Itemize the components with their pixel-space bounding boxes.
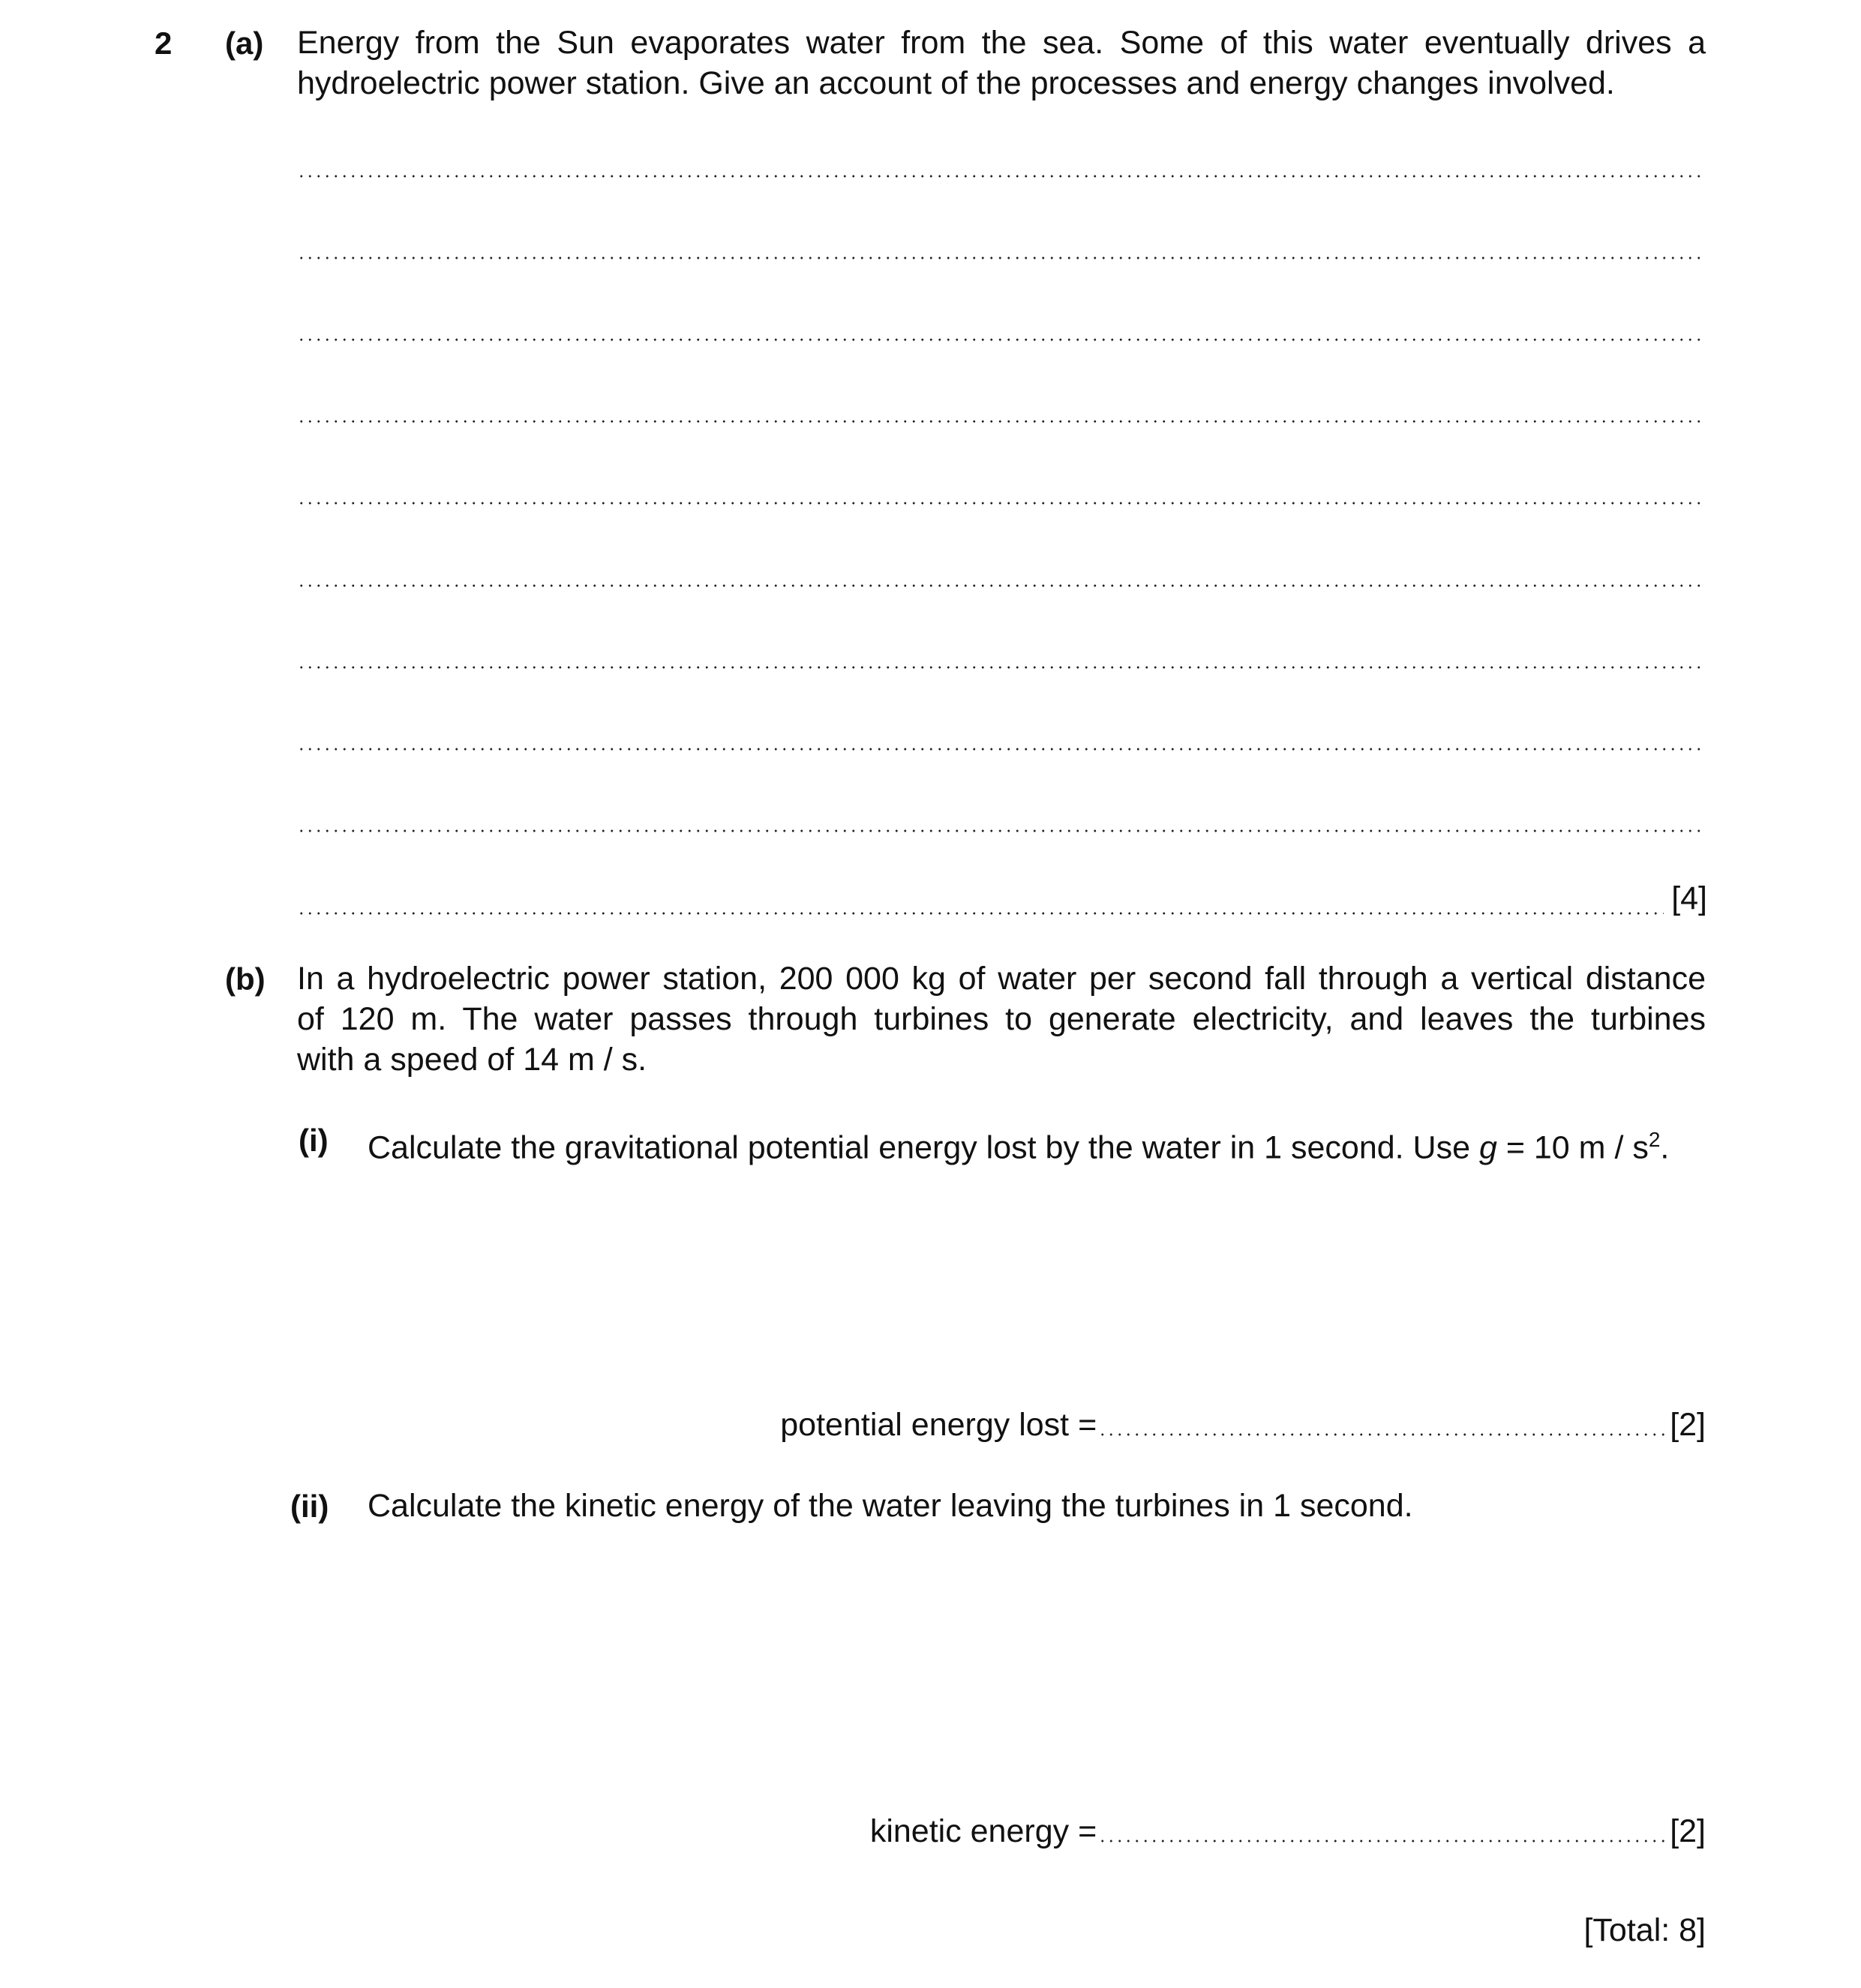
part-b-ii-marks: [2] — [1670, 1813, 1706, 1849]
part-b-i-text: Calculate the gravitational potential energy lost by the water in 1 second. Use — [368, 1129, 1479, 1166]
total-marks: [Total: 8] — [1583, 1912, 1706, 1948]
part-a-question — [297, 22, 1706, 103]
answer-line-5[interactable] — [297, 502, 1706, 505]
part-b-line-3: with a speed of 14 m / s. — [297, 1042, 647, 1078]
kinetic-energy-answer-line[interactable] — [1098, 1840, 1668, 1843]
potential-energy-answer-line[interactable] — [1098, 1433, 1668, 1436]
part-b-ii-label: (ii) — [290, 1489, 329, 1524]
g-exponent: 2 — [1648, 1128, 1661, 1151]
part-b-i-marks: [2] — [1670, 1407, 1706, 1443]
part-b-label: (b) — [225, 961, 266, 997]
g-value: = 10 m / s — [1496, 1129, 1649, 1166]
kinetic-energy-answer-row — [870, 1813, 1706, 1850]
question-number: 2 — [155, 25, 173, 61]
part-b-i-label: (i) — [299, 1123, 329, 1158]
answer-line-9[interactable] — [297, 829, 1706, 832]
part-b-i-question — [368, 1120, 1669, 1168]
answer-line-4[interactable] — [297, 420, 1706, 423]
answer-line-7[interactable] — [297, 666, 1706, 669]
answer-line-8[interactable] — [297, 748, 1706, 751]
part-b-ii-question: Calculate the kinetic energy of the water leaving the turbines in 1 second. — [368, 1488, 1413, 1524]
part-b-line-2: of 120 m. The water passes through turbines to generate electricity, and leaves the turbines — [297, 1001, 1706, 1037]
kinetic-energy-label: kinetic energy = — [869, 1813, 1097, 1849]
part-a-line-1: Energy from the Sun evaporates water from the sea. Some of this water eventually drives a — [297, 25, 1706, 61]
part-b-line-1: In a hydroelectric power station, 200 000 kg of water per second fall through a vertical distance — [297, 961, 1706, 997]
answer-line-1[interactable] — [297, 175, 1706, 178]
g-symbol: g — [1478, 1129, 1497, 1166]
part-a-label: (a) — [225, 25, 264, 61]
answer-line-6[interactable] — [297, 584, 1706, 587]
answer-line-2[interactable] — [297, 256, 1706, 259]
part-b-question — [297, 958, 1706, 1080]
answer-line-10[interactable] — [297, 912, 1664, 915]
potential-energy-label: potential energy lost = — [780, 1407, 1097, 1443]
part-a-marks: [4] — [1671, 880, 1707, 916]
g-end: . — [1660, 1129, 1670, 1166]
answer-line-3[interactable] — [297, 338, 1706, 341]
part-a-line-2: hydroelectric power station. Give an account of the processes and energy changes involved. — [297, 65, 1615, 101]
potential-energy-answer-row — [780, 1407, 1706, 1444]
